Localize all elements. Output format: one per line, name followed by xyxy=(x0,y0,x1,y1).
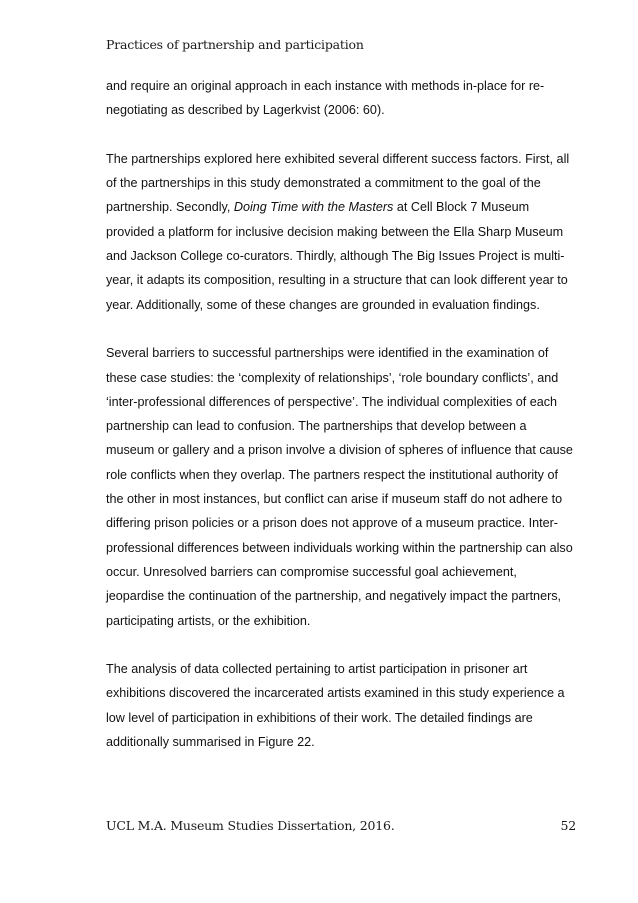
exhibition-title-emphasis: Doing Time with the Masters xyxy=(233,200,394,215)
paragraph-text: The partnerships explored here exhibited several different success factors. First, all of the partnerships in this study demonstrated a commitment to the goal of the partnership. Secondly, xyxy=(106,151,570,215)
body-text xyxy=(106,74,573,779)
paragraph-continuation: and require an original approach in each instance with methods in-place for re-negotiating as described by Lagerkvist (2006: 60). xyxy=(106,79,545,118)
paragraph-success-factors xyxy=(106,147,573,317)
paragraph-barriers: Several barriers to successful partnerships were identified in the examination of these case studies: the ‘complexity of relationships’, ‘role boundary conflicts’, and ‘inter-professional differences of perspective’. The individual complexities of each partnership can lead to confusion. The partnerships that develop between a museum or gallery and a prison involve a division of spheres of influence that cause role conflicts when they overlap. The partners respect the institutional authority of the other in most instances, but conflict can arise if museum staff do not adhere to differing prison policies or a prison does not approve of a museum practice. Inter-professional differences between individuals working within the partnership can also occur. Unresolved barriers can compromise successful goal achievement, jeopardise the continuation of the partnership, and negatively impact the partners, participating artists, or the exhibition. xyxy=(106,346,573,628)
page-number: 52 xyxy=(560,818,576,833)
paragraph-text: at Cell Block 7 Museum provided a platform for inclusive decision making between the Ella Sharp Museum and Jackson College co-curators. Thirdly, although The Big Issues Project is multi-year, it adapts its composition, resulting in a structure that can look different year to year. Additionally, some of these changes are grounded in evaluation findings. xyxy=(106,200,568,312)
paragraph-participation: The analysis of data collected pertaining to artist participation in prisoner art exhibitions discovered the incarcerated artists examined in this study experience a low level of participation in exhibitions of their work. The detailed findings are additionally summarised in Figure 22. xyxy=(106,662,565,750)
running-footer xyxy=(106,818,576,833)
footer-citation: UCL M.A. Museum Studies Dissertation, 2016. xyxy=(106,818,395,833)
running-header: Practices of partnership and participation xyxy=(106,37,364,52)
